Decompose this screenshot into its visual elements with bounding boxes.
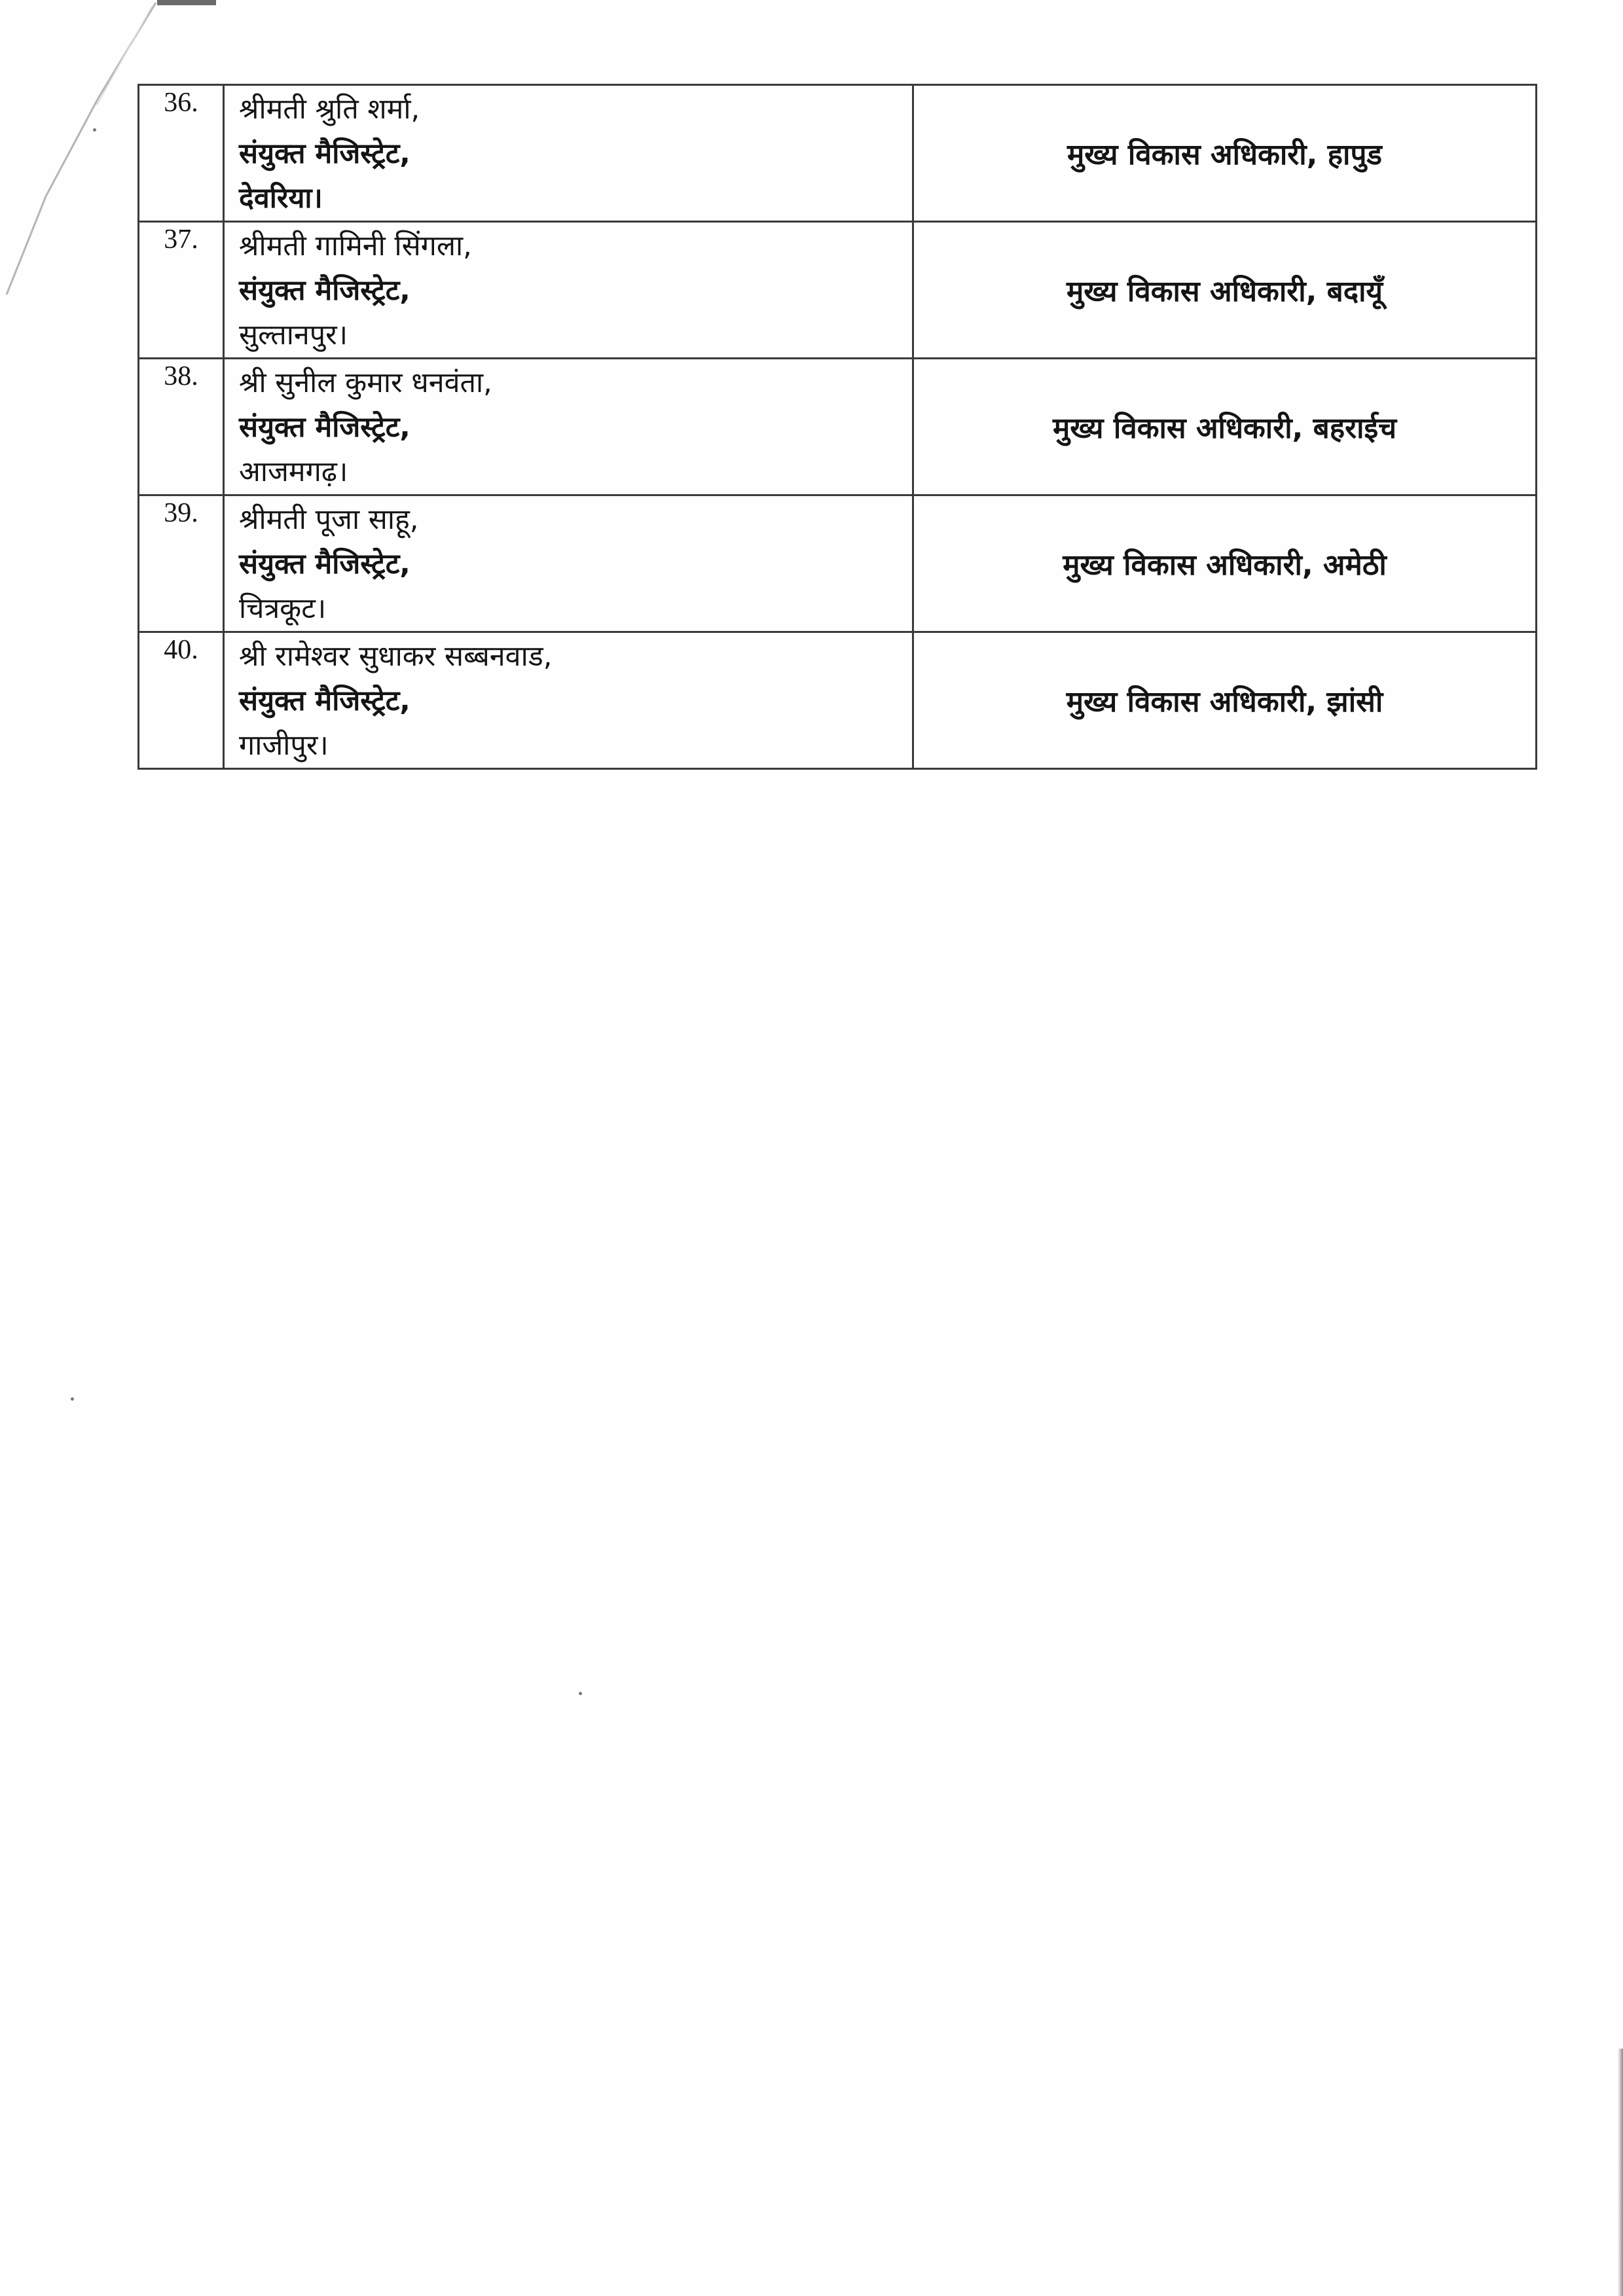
- serial-number-cell: [139, 632, 224, 769]
- officer-designation: संयुक्त मैजिस्ट्रेट,: [239, 411, 410, 444]
- officer-district: सुल्तानपुर।: [239, 319, 348, 351]
- serial-number: 39.: [164, 498, 198, 528]
- officer-district: आजमगढ़।: [239, 456, 348, 488]
- officer-district: चित्रकूट।: [239, 592, 327, 625]
- serial-number: 37.: [164, 224, 198, 255]
- officer-details-cell: [224, 495, 913, 632]
- officer-name: श्रीमती पूजा साहू,: [239, 503, 419, 536]
- officer-district: देवरिया।: [239, 182, 323, 215]
- serial-number-cell: [139, 359, 224, 495]
- scan-dust-dot: [71, 1397, 74, 1401]
- officer-details-cell: [224, 359, 913, 495]
- scan-edge-artifact: [1618, 2049, 1623, 2296]
- table-row: [139, 222, 1537, 359]
- scan-dust-dot: [93, 128, 96, 132]
- serial-number-cell: [139, 85, 224, 222]
- officer-details-cell: [224, 85, 913, 222]
- new-posting: मुख्य विकास अधिकारी, बदायूँ: [1066, 275, 1383, 308]
- serial-number: 40.: [164, 635, 198, 665]
- officer-name: श्रीमती गामिनी सिंगला,: [239, 230, 472, 262]
- new-posting: मुख्य विकास अधिकारी, बहराईच: [1052, 412, 1397, 445]
- table-row: [139, 359, 1537, 495]
- officer-designation: संयुक्त मैजिस्ट्रेट,: [239, 548, 410, 581]
- table-row: [139, 85, 1537, 222]
- serial-number-cell: [139, 222, 224, 359]
- table-row: [139, 495, 1537, 632]
- officer-designation: संयुक्त मैजिस्ट्रेट,: [239, 274, 410, 307]
- new-posting-cell: [913, 85, 1537, 222]
- officer-name: श्री रामेश्वर सुधाकर सब्बनवाड,: [239, 640, 553, 673]
- serial-number-cell: [139, 495, 224, 632]
- serial-number: 38.: [164, 361, 198, 391]
- new-posting: मुख्य विकास अधिकारी, हापुड: [1067, 138, 1382, 171]
- officer-name: श्रीमती श्रुति शर्मा,: [239, 93, 420, 126]
- serial-number: 36.: [164, 88, 198, 118]
- new-posting-cell: [913, 632, 1537, 769]
- scan-dust-dot: [579, 1692, 582, 1695]
- officer-district: गाजीपुर।: [239, 729, 329, 762]
- new-posting-cell: [913, 222, 1537, 359]
- new-posting: मुख्य विकास अधिकारी, झांसी: [1066, 685, 1383, 719]
- new-posting-cell: [913, 495, 1537, 632]
- officer-designation: संयुक्त मैजिस्ट्रेट,: [239, 137, 410, 170]
- officer-details-cell: [224, 222, 913, 359]
- table-row: [139, 632, 1537, 769]
- officer-posting-table: [137, 84, 1537, 770]
- officer-designation: संयुक्त मैजिस्ट्रेट,: [239, 685, 410, 717]
- officer-name: श्री सुनील कुमार धनवंता,: [239, 367, 492, 399]
- new-posting: मुख्य विकास अधिकारी, अमेठी: [1063, 548, 1387, 582]
- officer-details-cell: [224, 632, 913, 769]
- new-posting-cell: [913, 359, 1537, 495]
